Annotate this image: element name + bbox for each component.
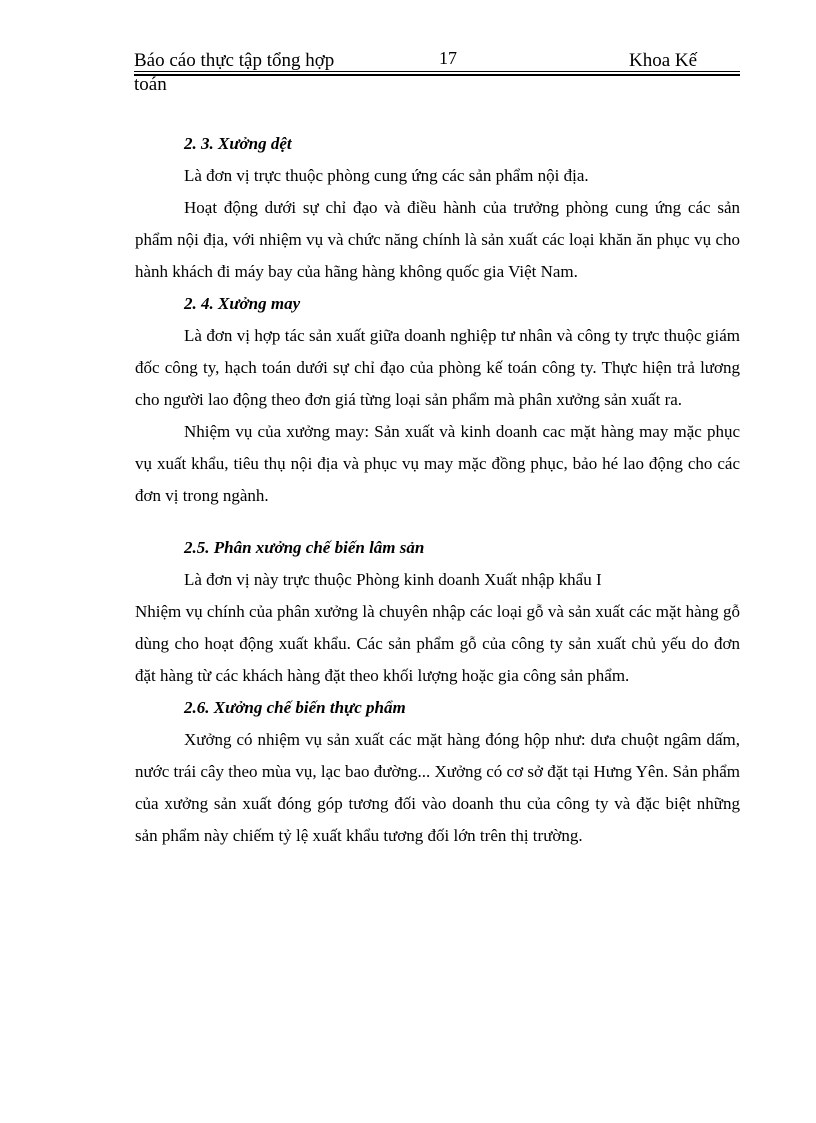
page-number: 17 [439,48,457,68]
paragraph: Nhiệm vụ chính của phân xưởng là chuyên nhập các loại gỗ và sản xuất các mặt hàng gỗ dùng cho hoạt động xuất khẩu. Các sản phẩm gỗ của công ty sản xuất chủ yếu do đơn đặt hàng từ các khách hàng đặt theo khối lượng hoặc gia công sản phẩm. [135,602,740,685]
header-rule-thin [134,71,740,72]
paragraph: Nhiệm vụ của xưởng may: Sản xuất và kinh doanh cac mặt hàng may mặc phục vụ xuất khẩu, tiêu thụ nội địa và phục vụ may mặc đồng phục, bảo hé lao động cho các đơn vị trong ngành. [135,422,740,505]
paragraph: Là đơn vị hợp tác sản xuất giữa doanh nghiệp tư nhân và công ty trực thuộc giám đốc công ty, hạch toán dưới sự chỉ đạo của phòng kế toán công ty. Thực hiện trả lương cho người lao động theo đơn giá từng loại sản phẩm mà phân xưởng sản xuất ra. [135,326,740,409]
section-2-4 [135,288,740,512]
header-report-title: Báo cáo thực tập tổng hợp [134,50,335,71]
header-department: Khoa Kế [629,50,698,71]
section-heading: 2.5. Phân xưởng chế biến lâm sản [184,538,425,557]
page-header [134,48,740,96]
section-heading: 2.6. Xưởng chế biến thực phẩm [184,698,406,717]
paragraph: Là đơn vị này trực thuộc Phòng kinh doanh Xuất nhập khẩu I [184,570,602,589]
paragraph: Hoạt động dưới sự chỉ đạo và điều hành của trưởng phòng cung ứng các sản phẩm nội địa, với nhiệm vụ và chức năng chính là sản xuất các loại khăn ăn phục vụ cho hành khách đi máy bay của hãng hàng không quốc gia Việt Nam. [135,198,740,281]
spacer [135,512,740,532]
document-body [135,128,740,852]
section-2-5 [135,532,740,692]
header-rule-thick [134,74,740,76]
section-2-6 [135,692,740,852]
header-department-continuation: toán [134,74,167,95]
section-2-3 [135,128,740,288]
paragraph: Xưởng có nhiệm vụ sản xuất các mặt hàng đóng hộp như: dưa chuột ngâm dấm, nước trái cây theo mùa vụ, lạc bao đường... Xưởng có cơ sở đặt tại Hưng Yên. Sản phẩm của xưởng sản xuất đóng góp tương đối vào doanh thu của công ty và đặc biệt những sản phẩm này chiếm tỷ lệ xuất khẩu tương đối lớn trên thị trường. [135,730,740,845]
section-heading: 2. 3. Xưởng dệt [184,134,292,153]
section-heading: 2. 4. Xưởng may [184,294,301,313]
paragraph: Là đơn vị trực thuộc phòng cung ứng các sản phẩm nội địa. [184,166,589,185]
